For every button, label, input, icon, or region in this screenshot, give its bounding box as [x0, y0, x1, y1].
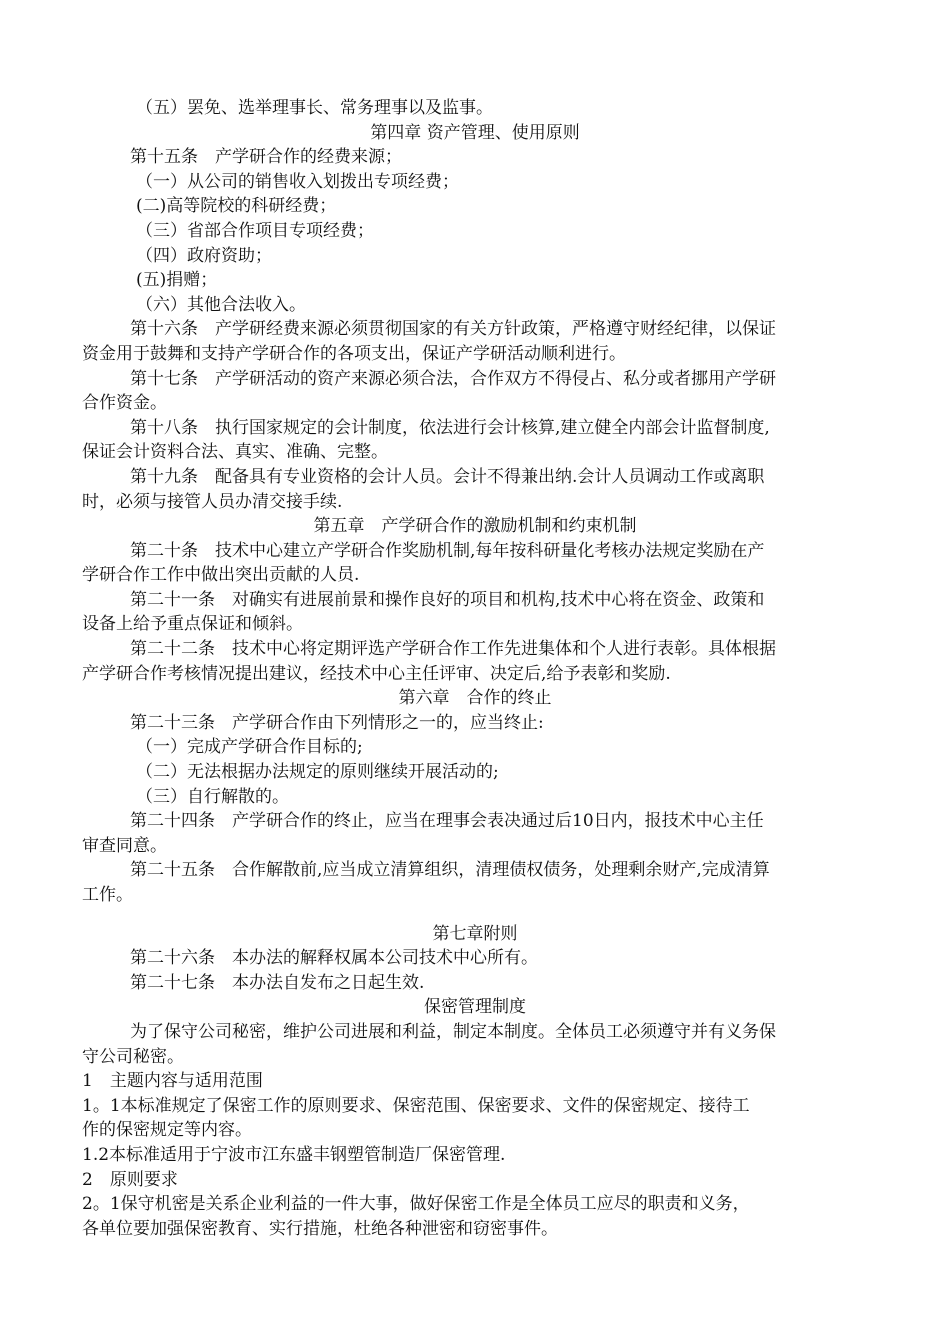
text-line: 作的保密规定等内容。 [82, 1120, 252, 1141]
article-line: 第二十四条 产学研合作的终止，应当在理事会表决通过后10日内，报技术中心主任 [130, 811, 764, 832]
article-line: 第十八条 执行国家规定的会计制度，依法进行会计核算,建立健全内部会计监督制度, [130, 417, 770, 438]
list-item: (二)高等院校的科研经费； [136, 196, 337, 217]
section-heading: 第七章附则 [432, 923, 518, 944]
article-line: 第二十七条 本办法自发布之日起生效. [130, 972, 425, 993]
document-page [82, 96, 868, 1241]
text-line: 审查同意。 [82, 835, 167, 856]
text-line: 合作资金。 [82, 393, 167, 414]
section-heading: 第五章 产学研合作的激励机制和约束机制 [313, 516, 637, 537]
text-line: 时，必须与接管人员办清交接手续. [82, 491, 343, 512]
article-line: 第十五条 产学研合作的经费来源； [130, 147, 402, 168]
section-heading: 保密管理制度 [424, 997, 526, 1018]
text-line: 各单位要加强保密教育、实行措施，杜绝各种泄密和窃密事件。 [82, 1218, 558, 1239]
article-line: 第二十三条 产学研合作由下列情形之一的，应当终止: [130, 712, 544, 733]
text-line: 保证会计资料合法、真实、准确、完整。 [82, 442, 388, 463]
section-heading: 第四章 资产管理、使用原则 [370, 122, 580, 143]
list-item: (五)捐赠； [136, 270, 218, 291]
article-line: 第二十五条 合作解散前,应当成立清算组织，清理债权债务，处理剩余财产,完成清算 [130, 860, 770, 881]
list-item: （三）自行解散的。 [136, 786, 289, 807]
list-item: （五）罢免、选举理事长、常务理事以及监事。 [136, 98, 493, 118]
article-line: 第二十二条 技术中心将定期评选产学研合作工作先进集体和个人进行表彰。具体根据 [130, 639, 776, 660]
list-item: （六）其他合法收入。 [136, 294, 306, 315]
text-line: 资金用于鼓舞和支持产学研合作的各项支出，保证产学研活动顺利进行。 [82, 343, 626, 364]
text-line: 学研合作工作中做出突出贡献的人员. [82, 565, 360, 586]
text-line: 产学研合作考核情况提出建议，经技术中心主任评审、决定后,给予表彰和奖励. [82, 663, 671, 684]
text-line: 1 主题内容与适用范围 [82, 1071, 263, 1092]
article-line: 第二十条 技术中心建立产学研合作奖励机制,每年按科研量化考核办法规定奖励在产 [130, 540, 765, 561]
text-line: 工作。 [82, 885, 133, 905]
text-line: 2 原则要求 [82, 1169, 178, 1190]
article-line: 第十六条 产学研经费来源必须贯彻国家的有关方针政策，严格遵守财经纪律，以保证 [130, 319, 776, 340]
list-item: （三）省部合作项目专项经费； [136, 220, 374, 241]
list-item: （二）无法根据办法规定的原则继续开展活动的; [136, 762, 499, 783]
document-body [82, 96, 868, 1241]
text-line: 设备上给予重点保证和倾斜。 [82, 614, 303, 635]
section-heading: 第六章 合作的终止 [398, 688, 552, 709]
list-item: （一）完成产学研合作目标的; [136, 737, 363, 758]
article-line: 第二十六条 本办法的解释权属本公司技术中心所有。 [130, 948, 538, 969]
text-line: 2。1保守机密是关系企业利益的一件大事，做好保密工作是全体员工应尽的职责和义务， [82, 1194, 750, 1215]
blank-line [82, 908, 868, 922]
text-line: 1.2本标准适用于宁波市江东盛丰钢塑管制造厂保密管理. [82, 1144, 506, 1165]
list-item: （四）政府资助； [136, 245, 272, 266]
article-line: 第二十一条 对确实有进展前景和操作良好的项目和机构,技术中心将在资金、政策和 [130, 589, 765, 610]
article-line: 第十九条 配备具有专业资格的会计人员。会计不得兼出纳.会计人员调动工作或离职 [130, 466, 765, 487]
article-line: 第十七条 产学研活动的资产来源必须合法，合作双方不得侵占、私分或者挪用产学研 [130, 368, 776, 389]
list-item: （一）从公司的销售收入划拨出专项经费； [136, 171, 459, 192]
text-line: 守公司秘密。 [82, 1046, 184, 1067]
article-line: 为了保守公司秘密，维护公司进展和利益，制定本制度。全体员工必须遵守并有义务保 [130, 1021, 776, 1042]
text-line: 1。1本标准规定了保密工作的原则要求、保密范围、保密要求、文件的保密规定、接待工 [82, 1095, 750, 1116]
